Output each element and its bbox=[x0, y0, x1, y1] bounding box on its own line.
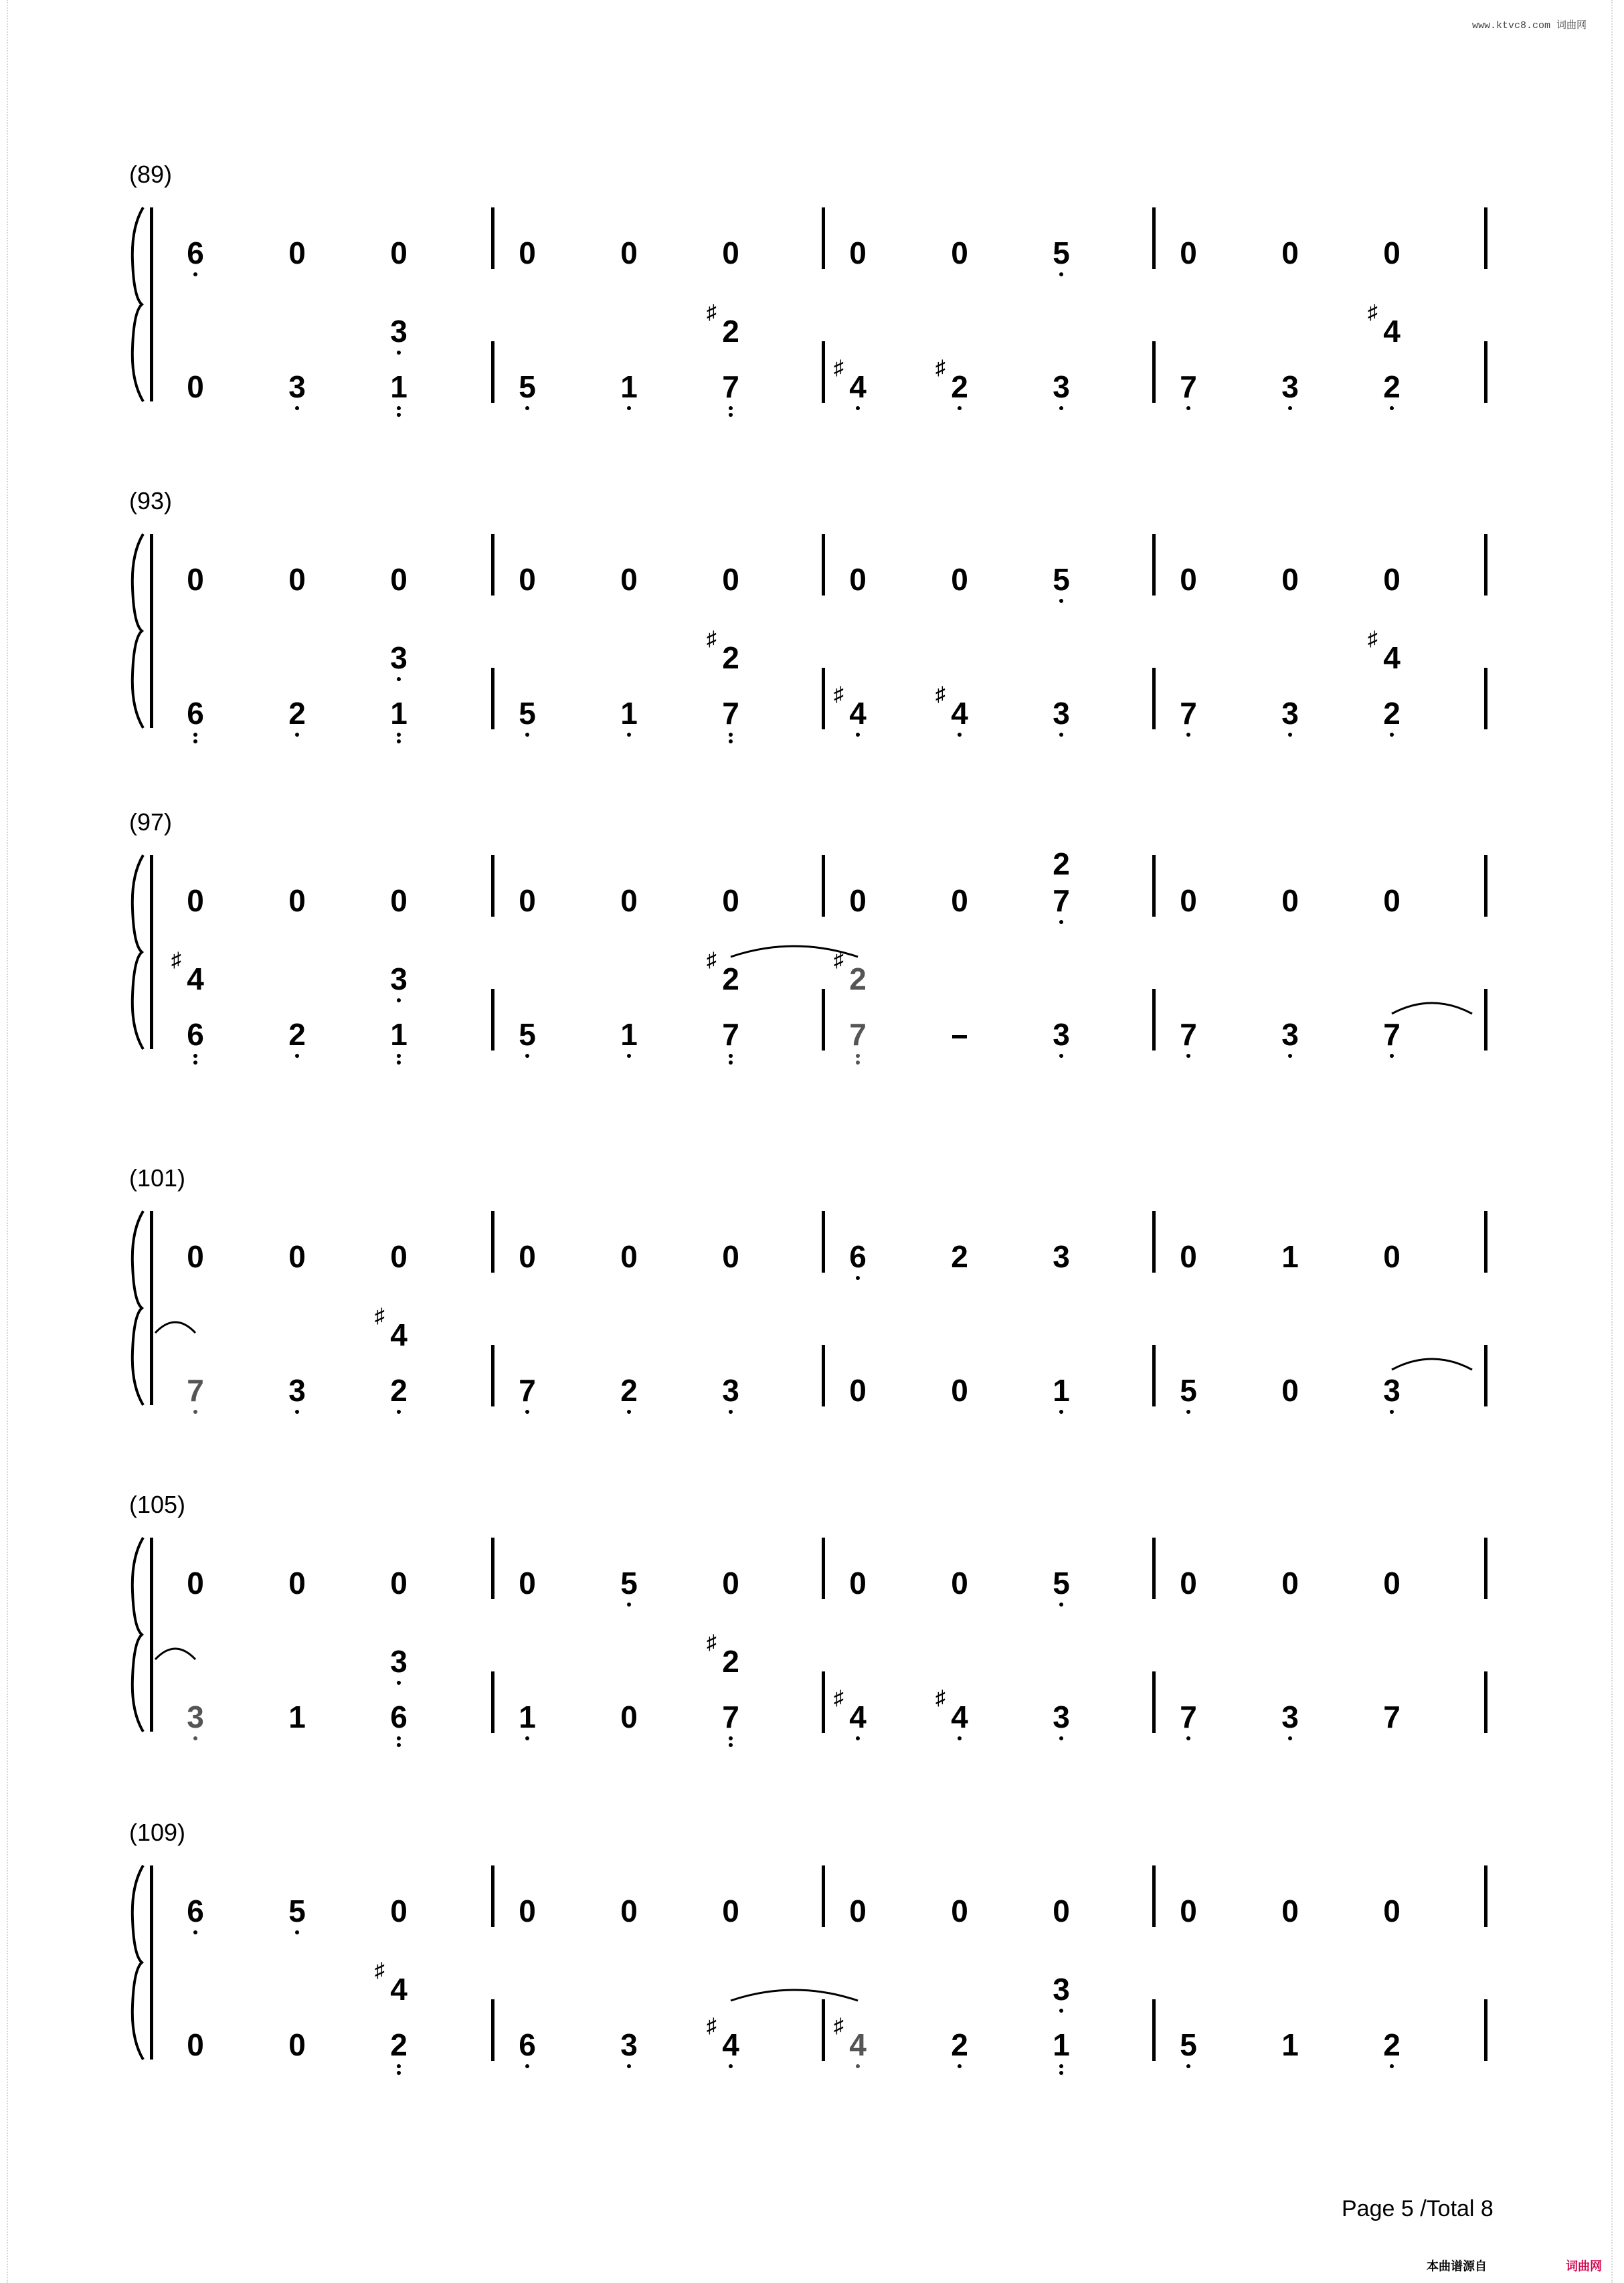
lower-note: 7 bbox=[722, 369, 739, 404]
lower-chord-note: 3 bbox=[390, 640, 408, 675]
lower-note-sharp: ♯ bbox=[935, 357, 945, 379]
lower-note: 4 bbox=[951, 1700, 968, 1734]
upper-note: 2 bbox=[951, 1239, 968, 1274]
upper-note: 0 bbox=[620, 1894, 638, 1928]
site-label: www.ktvc8.com 词曲网 bbox=[1472, 20, 1587, 31]
lower-note: 0 bbox=[288, 2027, 306, 2062]
tie-arc bbox=[155, 1322, 195, 1333]
upper-note: 7 bbox=[1053, 883, 1070, 918]
staff-brace bbox=[132, 855, 143, 1049]
upper-note: 0 bbox=[519, 1239, 536, 1274]
upper-note: 0 bbox=[951, 236, 968, 270]
upper-note: 3 bbox=[1053, 1239, 1070, 1274]
lower-note: 2 bbox=[951, 2027, 968, 2062]
system-label: (101) bbox=[129, 1164, 186, 1192]
lower-chord-note-sharp: ♯ bbox=[707, 1631, 717, 1653]
page-number: Page 5 /Total 8 bbox=[1342, 2196, 1494, 2221]
lower-chord-note: 3 bbox=[390, 1644, 408, 1679]
lower-note: 5 bbox=[519, 369, 536, 404]
lower-note-sharp: ♯ bbox=[834, 357, 844, 379]
tie-arc bbox=[731, 1990, 858, 2001]
system-label: (105) bbox=[129, 1491, 186, 1518]
lower-note: 3 bbox=[1281, 369, 1299, 404]
upper-note: 5 bbox=[1053, 236, 1070, 270]
lower-note: 3 bbox=[1053, 1700, 1070, 1734]
upper-note: 0 bbox=[1180, 883, 1197, 918]
upper-note: 0 bbox=[1180, 562, 1197, 597]
lower-note: 2 bbox=[288, 1017, 306, 1052]
lower-note: 3 bbox=[1383, 1373, 1401, 1408]
lower-note: 0 bbox=[620, 1700, 638, 1734]
upper-note: 0 bbox=[288, 236, 306, 270]
upper-note: 0 bbox=[390, 883, 408, 918]
tie-arc bbox=[155, 1649, 195, 1659]
upper-note: 0 bbox=[1281, 883, 1299, 918]
lower-note: 1 bbox=[390, 369, 408, 404]
lower-note: 3 bbox=[1053, 369, 1070, 404]
upper-note: 0 bbox=[1383, 1566, 1401, 1601]
lower-note: 1 bbox=[519, 1700, 536, 1734]
lower-note: 1 bbox=[620, 1017, 638, 1052]
upper-note: 0 bbox=[519, 562, 536, 597]
lower-chord-note: 2 bbox=[722, 1644, 739, 1679]
lower-chord-note: 4 bbox=[390, 1972, 408, 2007]
lower-note: 1 bbox=[1281, 2027, 1299, 2062]
lower-note: 2 bbox=[1383, 696, 1401, 731]
lower-note: 4 bbox=[849, 369, 867, 404]
lower-note: 3 bbox=[1053, 1017, 1070, 1052]
lower-note: 7 bbox=[722, 1700, 739, 1734]
lower-note-sharp: ♯ bbox=[935, 683, 945, 705]
lower-note: 6 bbox=[187, 1017, 204, 1052]
lower-chord-note-sharp: ♯ bbox=[375, 1305, 385, 1327]
upper-note: 0 bbox=[519, 1894, 536, 1928]
lower-chord-note: 4 bbox=[390, 1317, 408, 1352]
upper-note: 0 bbox=[1180, 1239, 1197, 1274]
upper-note: 0 bbox=[1383, 562, 1401, 597]
upper-note: 0 bbox=[722, 1239, 739, 1274]
upper-note: 5 bbox=[620, 1566, 638, 1601]
lower-note: 0 bbox=[951, 1373, 968, 1408]
lower-chord-note: 2 bbox=[722, 314, 739, 349]
upper-note: 0 bbox=[722, 236, 739, 270]
lower-chord-note-sharp: ♯ bbox=[171, 949, 181, 971]
upper-note: 0 bbox=[620, 236, 638, 270]
system-label: (97) bbox=[129, 808, 173, 836]
lower-note: 7 bbox=[187, 1373, 204, 1408]
upper-note: 5 bbox=[1053, 562, 1070, 597]
upper-note: 0 bbox=[1281, 236, 1299, 270]
upper-chord-note: 2 bbox=[1053, 846, 1070, 881]
lower-note: 6 bbox=[519, 2027, 536, 2062]
lower-chord-note: 4 bbox=[187, 962, 204, 996]
lower-note: 0 bbox=[1281, 1373, 1299, 1408]
lower-note: 4 bbox=[722, 2027, 739, 2062]
upper-note: 0 bbox=[187, 883, 204, 918]
lower-note: 1 bbox=[620, 696, 638, 731]
lower-note-sharp: ♯ bbox=[834, 2015, 844, 2037]
lower-chord-note-sharp: ♯ bbox=[1368, 628, 1378, 650]
upper-note: 0 bbox=[620, 1239, 638, 1274]
lower-note: 3 bbox=[288, 369, 306, 404]
lower-note: 7 bbox=[1383, 1700, 1401, 1734]
upper-note: 0 bbox=[187, 562, 204, 597]
lower-note: 3 bbox=[1281, 696, 1299, 731]
lower-note: 3 bbox=[1281, 1017, 1299, 1052]
upper-note: 0 bbox=[849, 883, 867, 918]
lower-note: 1 bbox=[390, 696, 408, 731]
lower-chord-note-sharp: ♯ bbox=[834, 949, 844, 971]
upper-note: 0 bbox=[1281, 1566, 1299, 1601]
upper-note: 0 bbox=[390, 236, 408, 270]
lower-chord-note: 2 bbox=[722, 640, 739, 675]
lower-note: 5 bbox=[519, 696, 536, 731]
lower-note: 4 bbox=[849, 2027, 867, 2062]
lower-note-sharp: ♯ bbox=[834, 683, 844, 705]
lower-note: 3 bbox=[620, 2027, 638, 2062]
lower-note: 7 bbox=[849, 1017, 867, 1052]
upper-note: 0 bbox=[951, 1894, 968, 1928]
lower-note: 3 bbox=[187, 1700, 204, 1734]
lower-chord-note: 2 bbox=[849, 962, 867, 996]
lower-note: 4 bbox=[951, 696, 968, 731]
upper-note: 5 bbox=[1053, 1566, 1070, 1601]
lower-note: 6 bbox=[187, 696, 204, 731]
upper-note: 0 bbox=[951, 562, 968, 597]
upper-note: 0 bbox=[620, 562, 638, 597]
lower-note: 5 bbox=[519, 1017, 536, 1052]
lower-note: 7 bbox=[722, 696, 739, 731]
upper-note: 0 bbox=[722, 562, 739, 597]
upper-note: 0 bbox=[722, 1566, 739, 1601]
lower-note: 2 bbox=[390, 1373, 408, 1408]
staff-brace bbox=[132, 534, 143, 728]
lower-note: 7 bbox=[1383, 1017, 1401, 1052]
upper-note: 0 bbox=[288, 1239, 306, 1274]
lower-note: 2 bbox=[390, 2027, 408, 2062]
upper-note: 0 bbox=[849, 1894, 867, 1928]
lower-note: 1 bbox=[1053, 2027, 1070, 2062]
source-stamp: 本曲谱源自 bbox=[1427, 2260, 1487, 2273]
lower-note: 2 bbox=[288, 696, 306, 731]
lower-note: 7 bbox=[519, 1373, 536, 1408]
upper-note: 0 bbox=[288, 883, 306, 918]
staff-brace bbox=[132, 1865, 143, 2060]
upper-note: 0 bbox=[849, 236, 867, 270]
upper-note: 0 bbox=[1281, 1894, 1299, 1928]
upper-note: 0 bbox=[1180, 1894, 1197, 1928]
upper-note: 0 bbox=[390, 562, 408, 597]
tie-arc bbox=[731, 946, 858, 957]
lower-note: 2 bbox=[1383, 2027, 1401, 2062]
lower-chord-note: 3 bbox=[1053, 1972, 1070, 2007]
lower-note: 2 bbox=[951, 369, 968, 404]
system-label: (89) bbox=[129, 161, 173, 188]
upper-note: 0 bbox=[390, 1894, 408, 1928]
upper-note: 0 bbox=[519, 236, 536, 270]
upper-note: 0 bbox=[288, 562, 306, 597]
lower-note: 0 bbox=[849, 1373, 867, 1408]
upper-note: 1 bbox=[1281, 1239, 1299, 1274]
lower-note-sharp: ♯ bbox=[707, 2015, 717, 2037]
system-label: (93) bbox=[129, 487, 173, 515]
lower-note: 1 bbox=[620, 369, 638, 404]
lower-note: 7 bbox=[722, 1017, 739, 1052]
lower-note: 7 bbox=[1180, 1017, 1197, 1052]
lower-note: 5 bbox=[1180, 2027, 1197, 2062]
lower-note: 2 bbox=[620, 1373, 638, 1408]
upper-note: 0 bbox=[519, 883, 536, 918]
upper-note: 0 bbox=[187, 1566, 204, 1601]
upper-note: 0 bbox=[390, 1566, 408, 1601]
lower-chord-note: 3 bbox=[390, 962, 408, 996]
lower-note: 4 bbox=[849, 1700, 867, 1734]
upper-note: 0 bbox=[951, 883, 968, 918]
upper-note: 0 bbox=[187, 1239, 204, 1274]
source-logo: 词曲网 bbox=[1566, 2260, 1602, 2273]
lower-chord-note: 2 bbox=[722, 962, 739, 996]
upper-note: 0 bbox=[1383, 883, 1401, 918]
lower-chord-note-sharp: ♯ bbox=[707, 949, 717, 971]
system-label: (109) bbox=[129, 1819, 186, 1846]
upper-note: 0 bbox=[1053, 1894, 1070, 1928]
lower-note: 1 bbox=[1053, 1373, 1070, 1408]
lower-note: 1 bbox=[390, 1017, 408, 1052]
staff-brace bbox=[132, 1538, 143, 1732]
lower-note: 7 bbox=[1180, 696, 1197, 731]
upper-note: 6 bbox=[187, 1894, 204, 1928]
lower-note: 6 bbox=[390, 1700, 408, 1734]
upper-note: 0 bbox=[1383, 1239, 1401, 1274]
tie-arc bbox=[1392, 1003, 1472, 1014]
upper-note: 0 bbox=[849, 562, 867, 597]
upper-note: 0 bbox=[1281, 562, 1299, 597]
upper-note: 0 bbox=[722, 1894, 739, 1928]
lower-note: 3 bbox=[288, 1373, 306, 1408]
lower-note: 2 bbox=[1383, 369, 1401, 404]
upper-note: 0 bbox=[722, 883, 739, 918]
upper-note: 0 bbox=[1383, 1894, 1401, 1928]
upper-note: 6 bbox=[849, 1239, 867, 1274]
upper-note: 0 bbox=[849, 1566, 867, 1601]
upper-note: 5 bbox=[288, 1894, 306, 1928]
upper-note: 0 bbox=[620, 883, 638, 918]
upper-note: 0 bbox=[1383, 236, 1401, 270]
lower-chord-note-sharp: ♯ bbox=[707, 628, 717, 650]
lower-note: 1 bbox=[288, 1700, 306, 1734]
staff-brace bbox=[132, 207, 143, 401]
lower-chord-note-sharp: ♯ bbox=[1368, 301, 1378, 323]
lower-note: 3 bbox=[1053, 696, 1070, 731]
upper-note: 0 bbox=[951, 1566, 968, 1601]
upper-note: 0 bbox=[390, 1239, 408, 1274]
lower-note: 7 bbox=[1180, 369, 1197, 404]
lower-chord-note: 4 bbox=[1383, 640, 1401, 675]
lower-note-sharp: ♯ bbox=[935, 1687, 945, 1709]
upper-note: 0 bbox=[519, 1566, 536, 1601]
lower-note: 3 bbox=[1281, 1700, 1299, 1734]
lower-note: 3 bbox=[722, 1373, 739, 1408]
lower-note: 7 bbox=[1180, 1700, 1197, 1734]
tie-arc bbox=[1392, 1359, 1472, 1370]
staff-brace bbox=[132, 1211, 143, 1405]
lower-chord-note-sharp: ♯ bbox=[375, 1959, 385, 1981]
upper-note: 6 bbox=[187, 236, 204, 270]
lower-chord-note: 3 bbox=[390, 314, 408, 349]
upper-note: 0 bbox=[1180, 236, 1197, 270]
lower-note: 4 bbox=[849, 696, 867, 731]
lower-note: 5 bbox=[1180, 1373, 1197, 1408]
upper-note: 0 bbox=[1180, 1566, 1197, 1601]
lower-chord-note: 4 bbox=[1383, 314, 1401, 349]
lower-note-sharp: ♯ bbox=[834, 1687, 844, 1709]
upper-note: 0 bbox=[288, 1566, 306, 1601]
lower-chord-note-sharp: ♯ bbox=[707, 301, 717, 323]
lower-note: 0 bbox=[187, 369, 204, 404]
lower-note: 0 bbox=[187, 2027, 204, 2062]
